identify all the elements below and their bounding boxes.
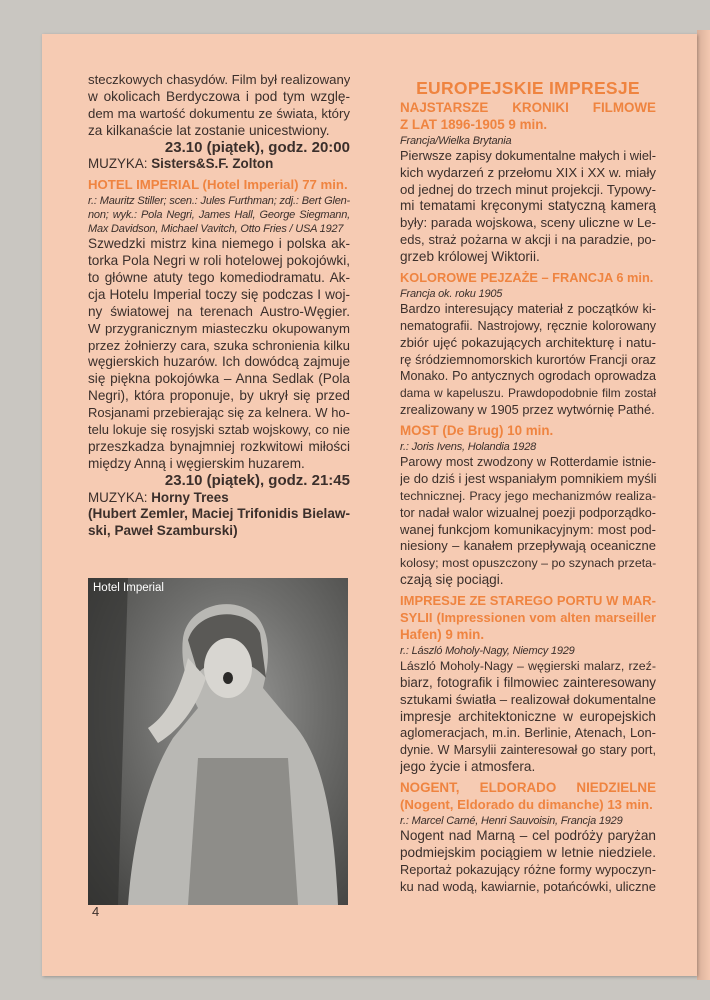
credits-line: non; wyk.: Pola Negri, James Hall, George Siegmann, xyxy=(88,209,350,222)
body-line: od jednej do trzech minut projekcji. Typowy- xyxy=(400,181,656,197)
body-line: László Moholy-Nagy – węgierski malarz, rzeź- xyxy=(400,658,656,673)
body-line: za kilkanaście lat zostanie unicestwiony. xyxy=(88,122,330,138)
body-line: je do dziś i jest wspaniałym pomnikiem myśli xyxy=(400,470,656,486)
music-performer: Sisters&S.F. Zolton xyxy=(151,156,274,172)
body-line: biarz, fotografik i filmowiec zainteresowany xyxy=(400,674,656,690)
heading-line: KOLOROWE PEJZAŻE – FRANCJA 6 min. xyxy=(400,270,654,286)
credits-block xyxy=(400,440,656,454)
body-line: dynie. W Marsylii zainteresował go stary port, xyxy=(400,743,656,758)
title-line: EUROPEJSKIE IMPRESJE xyxy=(416,78,640,98)
body-line: zrealizowany w 1905 przez wytwórnię Pathé. xyxy=(400,402,655,418)
body-line: Bardzo interesujący materiał z początków ki- xyxy=(400,300,656,316)
body-line: przez żołnierzy cara, szuka schronienia kilku xyxy=(88,337,350,353)
body-line: steczkowych chasydów. Film był realizowany xyxy=(88,72,350,87)
body-line: Pierwsze zapisy dokumentalne małych i wiel- xyxy=(400,147,656,163)
music-block xyxy=(88,156,350,173)
date-line: 23.10 (piątek), godz. 20:00 xyxy=(164,139,350,156)
heading-line: HOTEL IMPERIAL (Hotel Imperial) 77 min. xyxy=(88,177,348,193)
right-column xyxy=(400,76,656,895)
body-line: nematografii. Nastrojowy, ręcznie kolorowany xyxy=(400,318,656,333)
photo-caption: Hotel Imperial xyxy=(93,582,164,594)
next-page-edge xyxy=(697,30,710,980)
credits-line: r.: Marcel Carné, Henri Sauvoisin, Francja 1929 xyxy=(400,814,623,827)
body-line: W przygranicznym miasteczku okupowanym xyxy=(88,320,350,336)
body-line: Nogent nad Marną – cel podróży paryżan xyxy=(400,827,656,843)
body-line: Reportaż pokazujący różne formy wypoczyn- xyxy=(400,861,656,877)
body-block xyxy=(400,658,656,776)
body-line: ny światowej na terenach Austro-Węgier. xyxy=(88,303,350,319)
body-line: zbiór ujęć pokazujących architekturę i natu- xyxy=(400,334,656,350)
body-line: grzeb królowej Wiktorii. xyxy=(400,249,540,265)
extra-line: ski, Paweł Szamburski) xyxy=(88,523,238,539)
heading-line: NAJSTARSZE KRONIKI FILMOWE xyxy=(400,100,656,115)
body-line: dama w kapeluszu. Prawdopodobnie film został xyxy=(400,386,656,401)
body-line: podmiejskim pociągiem w letnie niedziele. xyxy=(400,844,656,860)
music-label: MUZYKA: xyxy=(88,156,152,172)
body-line: kolosy; most opuszczony – po szynach przeta- xyxy=(400,556,656,571)
body-line: Rosjanami przebierając się za kelnera. W ho- xyxy=(88,405,350,421)
body-block xyxy=(88,236,350,472)
body-line: eds, straż pożarna w akcji i na paradzie, po- xyxy=(400,232,656,248)
credits-line: r.: László Moholy-Nagy, Niemcy 1929 xyxy=(400,644,575,657)
body-line: w okolicach Berdyczowa i pod tym wzglę- xyxy=(88,88,350,104)
credits-line: Max Davidson, Michael Vavitch, Otto Fries / USA 1927 xyxy=(88,223,344,236)
heading-block xyxy=(400,593,656,644)
body-line: torka Pola Negri w roli hotelowej pokojówki, xyxy=(88,253,350,269)
extra-line: (Hubert Zemler, Maciej Trifonidis Bielaw- xyxy=(88,506,350,522)
heading-block xyxy=(400,780,656,814)
body-line: niesiony – kanałem przepływają oceaniczne xyxy=(400,538,656,554)
body-block xyxy=(400,454,656,589)
date-block xyxy=(88,473,350,490)
heading-block xyxy=(400,100,656,134)
body-block xyxy=(400,301,656,419)
body-line: mi tematami kręconymi statyczną kamerą xyxy=(400,198,656,214)
music-label: MUZYKA: xyxy=(88,489,152,505)
credits-block xyxy=(400,644,656,658)
body-line: aglomeracjach, m.in. Berlinie, Atenach, Lon- xyxy=(400,725,656,741)
music-performer: Horny Trees xyxy=(151,489,229,505)
credits-line: Francja ok. roku 1905 xyxy=(400,287,503,300)
body-block xyxy=(400,828,656,896)
page-number: 4 xyxy=(92,904,100,919)
music-block xyxy=(88,490,350,507)
music-line xyxy=(88,490,350,507)
credits-block xyxy=(400,814,656,828)
body-line: sztukami światła – realizował dokumentalne xyxy=(400,691,656,707)
body-line: Negri), która proponuje, by ukrył się przed xyxy=(88,388,350,404)
hotel-imperial-photo xyxy=(88,578,348,905)
body-line: czają się pociągi. xyxy=(400,572,504,588)
body-line: węgierskich huzarów. Ich dowódcą zajmuje xyxy=(88,354,350,370)
body-line: jego życie i atmosfera. xyxy=(400,759,536,775)
body-line: przeszkadza bynajmniej rozkwitowi miłości xyxy=(88,438,350,454)
heading-line: SYLII (Impressionen vom alten marseiller xyxy=(400,610,656,626)
heading-line: (Nogent, Eldorado du dimanche) 13 min. xyxy=(400,796,653,812)
credits-block xyxy=(88,194,350,236)
body-line: się piękna pokojówka – Anna Sedlak (Pola xyxy=(88,371,350,387)
body-line: wanej funkcjom komunikacyjnym: most pod- xyxy=(400,521,656,537)
date-line: 23.10 (piątek), godz. 21:45 xyxy=(164,472,350,489)
body-line: Szwedzki mistrz kina niemego i polska ak- xyxy=(88,236,350,252)
body-line: kich wydarzeń z przełomu XIX i XX w. miały xyxy=(400,164,656,180)
heading-block xyxy=(400,423,656,440)
heading-block xyxy=(400,270,656,287)
body-block xyxy=(88,72,350,140)
body-line: były: parada wojskowa, sceny uliczne w Le- xyxy=(400,215,656,231)
body-line: impresje architektoniczne w europejskich xyxy=(400,708,656,724)
heading-line: NOGENT, ELDORADO NIEDZIELNE xyxy=(400,780,656,796)
heading-line: IMPRESJE ZE STAREGO PORTU W MAR- xyxy=(400,593,656,609)
heading-block xyxy=(88,177,350,194)
body-line: cja Hotelu Imperial toczy się podczas I woj- xyxy=(88,286,350,302)
heading-line: Z LAT 1896-1905 9 min. xyxy=(400,116,548,132)
left-column xyxy=(88,72,350,540)
heading-line: Hafen) 9 min. xyxy=(400,626,485,642)
credits-block xyxy=(400,134,656,148)
body-line: tor nadał walor wizualnej poezji podporządko- xyxy=(400,505,656,520)
body-line: między Anną i węgierskim huzarem. xyxy=(88,455,305,471)
body-block xyxy=(400,148,656,266)
music-line xyxy=(88,156,350,173)
body-line: ku nad wodą, kawiarnie, potańcówki, uliczne xyxy=(400,878,656,894)
credits-line: r.: Joris Ivens, Holandia 1928 xyxy=(400,441,537,454)
credits-block xyxy=(400,287,656,301)
heading-line: MOST (De Brug) 10 min. xyxy=(400,423,554,439)
credits-line: Francja/Wielka Brytania xyxy=(400,134,512,147)
body-line: dem ma wartość dokumentu ze świata, który xyxy=(88,105,350,121)
credits-line: r.: Mauritz Stiller; scen.: Jules Furthman; zdj.: Bert Glen- xyxy=(88,195,350,208)
body-line: Monako. Po antycznych ogrodach oprowadza xyxy=(400,369,656,384)
date-block xyxy=(88,140,350,157)
extra-block xyxy=(88,506,350,540)
photo-figure-image xyxy=(88,578,348,905)
body-line: technicznej. Pracy jego mechanizmów realiza- xyxy=(400,488,656,503)
title-block xyxy=(400,76,656,100)
body-line: Parowy most zwodzony w Rotterdamie istnie- xyxy=(400,455,656,470)
body-line: telu lokuje się rosyjski sztab wojskowy, co nie xyxy=(88,422,350,438)
body-line: rę śródziemnomorskich kurortów Francji oraz xyxy=(400,351,656,367)
body-line: to główne atuty tego komediodramatu. Ak- xyxy=(88,270,350,286)
